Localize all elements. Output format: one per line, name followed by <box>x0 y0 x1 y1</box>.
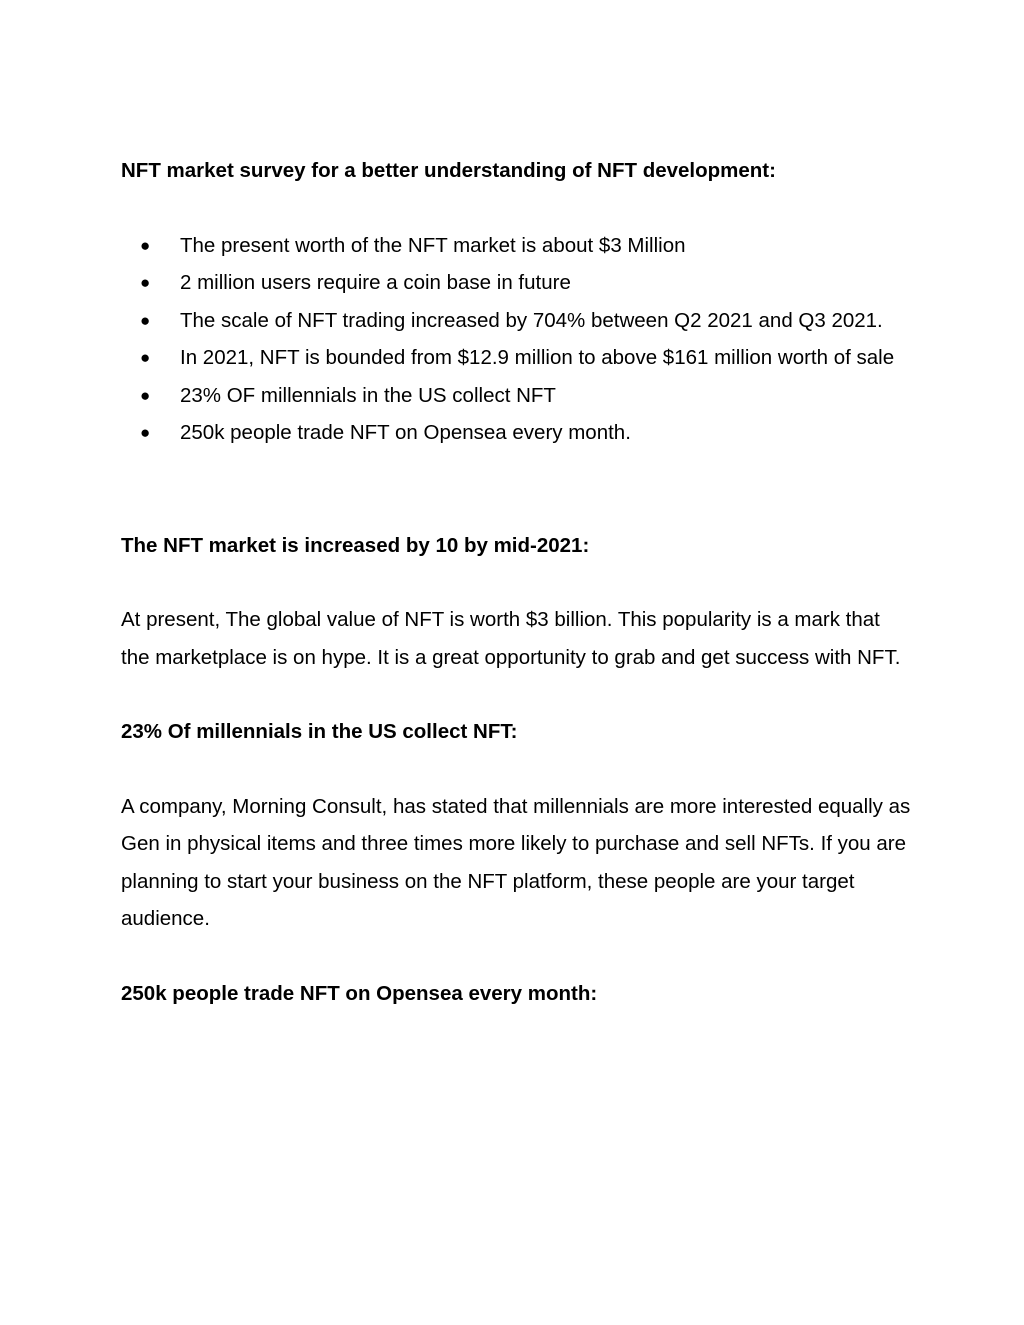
bullet-list <box>121 227 911 452</box>
list-item-text: 250k people trade NFT on Opensea every month. <box>180 421 631 444</box>
section-heading-survey: NFT market survey for a better understanding of NFT development: <box>121 159 776 182</box>
bullet-icon: ● <box>140 310 151 330</box>
section-heading-millennials: 23% Of millennials in the US collect NFT: <box>121 720 518 743</box>
bullet-icon: ● <box>140 273 151 292</box>
list-item-text: 2 million users require a coin base in future <box>180 271 571 294</box>
paragraph-morning-consult: A company, Morning Consult, has stated that millennials are more interested equally as Gen in physical items and three times more likely to purchase and sell NFTs. If you are planning to start your business on the NFT platform, these people are your target audience. <box>121 794 911 930</box>
bullet-icon: ● <box>140 423 151 442</box>
list-item <box>121 227 911 265</box>
bullet-icon: ● <box>140 235 151 255</box>
list-item-text: The present worth of the NFT market is about $3 Million <box>180 233 686 257</box>
list-item <box>121 302 911 340</box>
list-item <box>121 414 911 452</box>
section-heading-market-increase: The NFT market is increased by 10 by mid-2021: <box>121 533 590 557</box>
list-item-text: In 2021, NFT is bounded from $12.9 million to above $161 million worth of sale <box>180 346 895 369</box>
list-item <box>121 377 911 415</box>
section-heading-opensea: 250k people trade NFT on Opensea every month: <box>121 981 598 1005</box>
bullet-icon: ● <box>140 385 151 405</box>
document-page <box>121 152 911 1012</box>
list-item-text: 23% OF millennials in the US collect NFT <box>180 383 556 407</box>
list-item <box>121 339 911 377</box>
bullet-icon: ● <box>140 348 151 367</box>
list-item-text: The scale of NFT trading increased by 704% between Q2 2021 and Q3 2021. <box>180 308 883 332</box>
list-item <box>121 264 911 302</box>
paragraph-global-value: At present, The global value of NFT is worth $3 billion. This popularity is a mark that the marketplace is on hype. It is a great opportunity to grab and get success with NFT. <box>121 608 901 669</box>
